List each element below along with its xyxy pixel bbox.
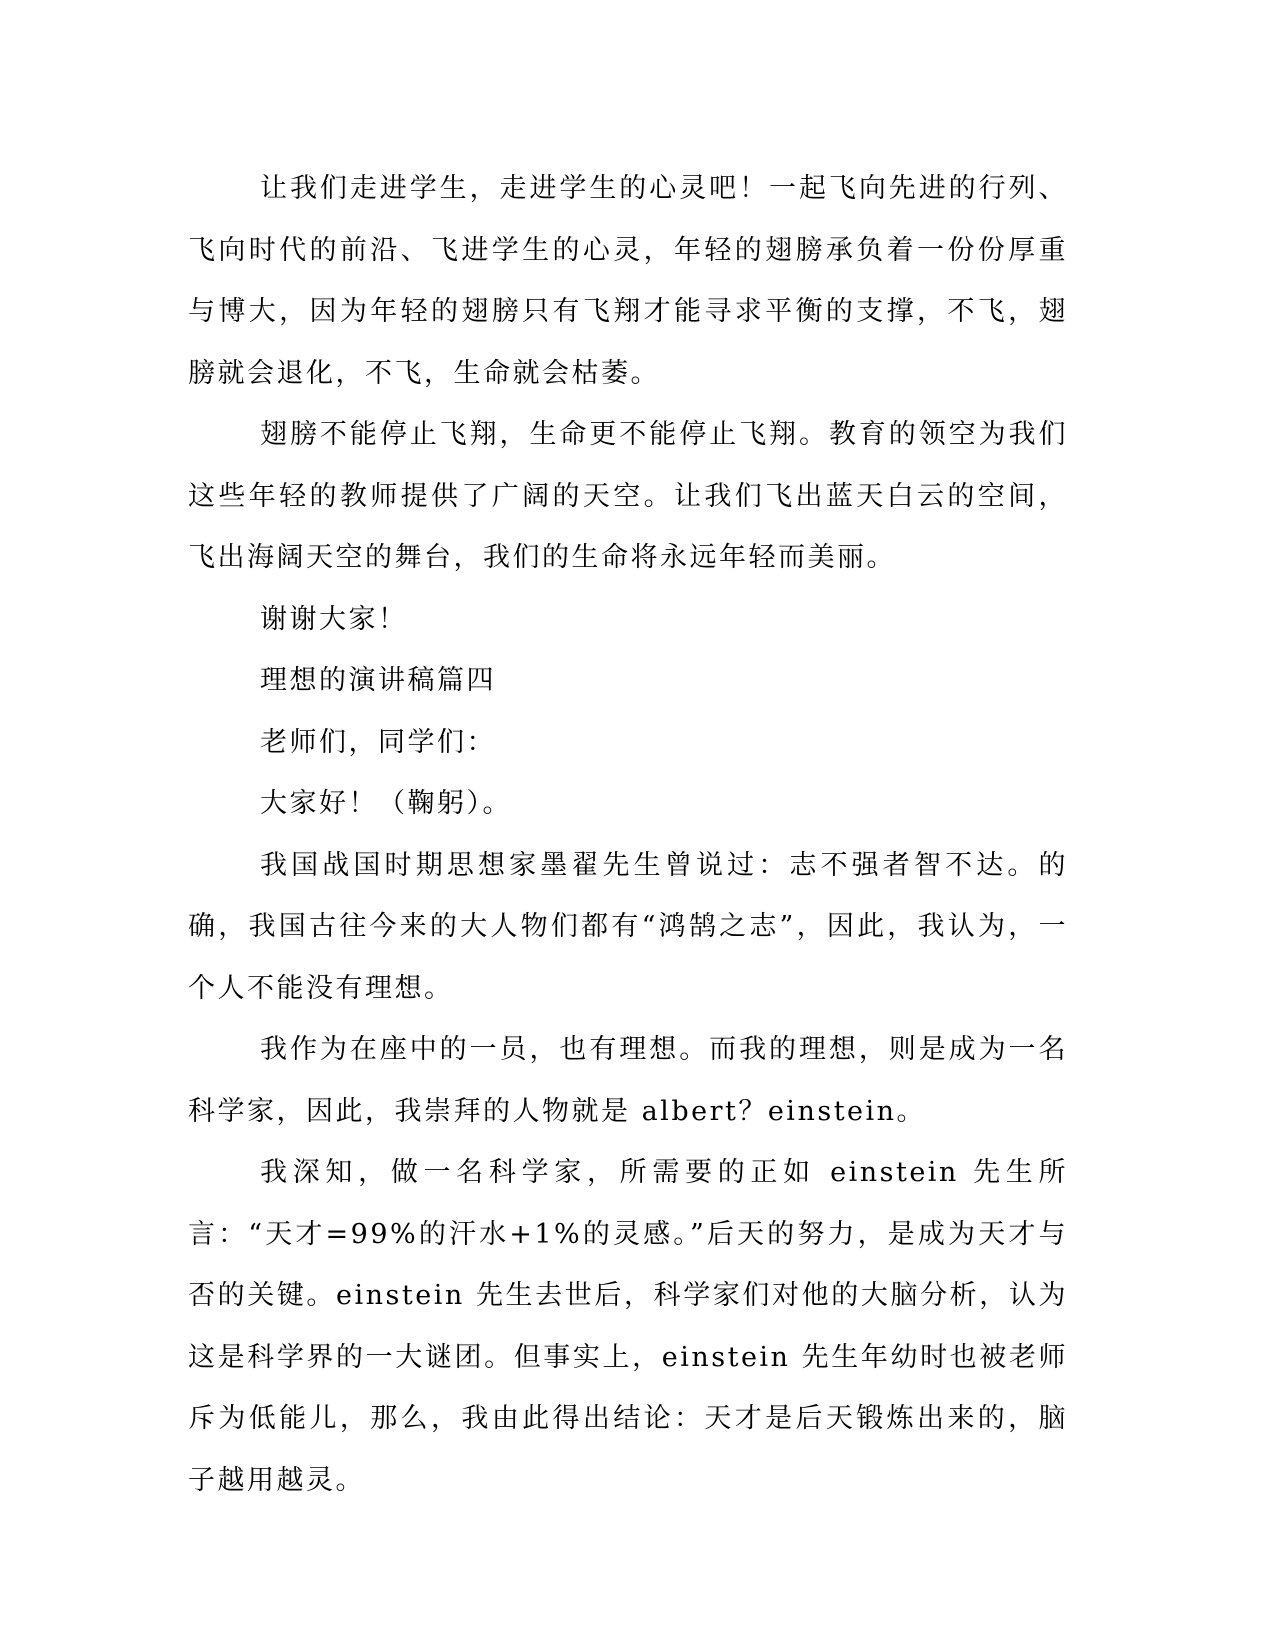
paragraph-greeting: 大家好！（鞠躬）。: [260, 788, 512, 819]
paragraph-einstein-genius: 我深知，做一名科学家，所需要的正如 einstein 先生所言：“天才=99%的汗水+1%的灵感。”后天的努力，是成为天才与否的关键。einstein 先生去世后，科学家们对他的大脑分析，认为这是科学界的一大谜团。但事实上，einstein 先生年幼时也被老师斥为低能儿，那么，我由此得出结论：天才是后天锻炼出来的，脑子越用越灵。: [188, 1157, 1068, 1496]
section-heading: 理想的演讲稿篇四: [260, 665, 496, 696]
paragraph-salutation: 老师们，同学们：: [260, 726, 496, 758]
document-body: [188, 158, 1068, 1511]
paragraph-my-ideal: 我作为在座中的一员，也有理想。而我的理想，则是成为一名科学家，因此，我崇拜的人物就是 albert？einstein。: [188, 1034, 1068, 1127]
paragraph-students-heart: 让我们走进学生，走进学生的心灵吧！一起飞向先进的行列、飞向时代的前沿、飞进学生的心灵，年轻的翅膀承负着一份份厚重与博大，因为年轻的翅膀只有飞翔才能寻求平衡的支撑，不飞，翅膀就会退化，不飞，生命就会枯萎。: [188, 173, 1068, 389]
paragraph-wings-flying: 翅膀不能停止飞翔，生命更不能停止飞翔。教育的领空为我们这些年轻的教师提供了广阔的天空。让我们飞出蓝天白云的空间，飞出海阔天空的舞台，我们的生命将永远年轻而美丽。: [188, 419, 1068, 573]
paragraph-mozi-quote: 我国战国时期思想家墨翟先生曾说过：志不强者智不达。的确，我国古往今来的大人物们都有“鸿鹄之志”，因此，我认为，一个人不能没有理想。: [188, 849, 1068, 1004]
paragraph-thanks: 谢谢大家！: [260, 603, 408, 635]
